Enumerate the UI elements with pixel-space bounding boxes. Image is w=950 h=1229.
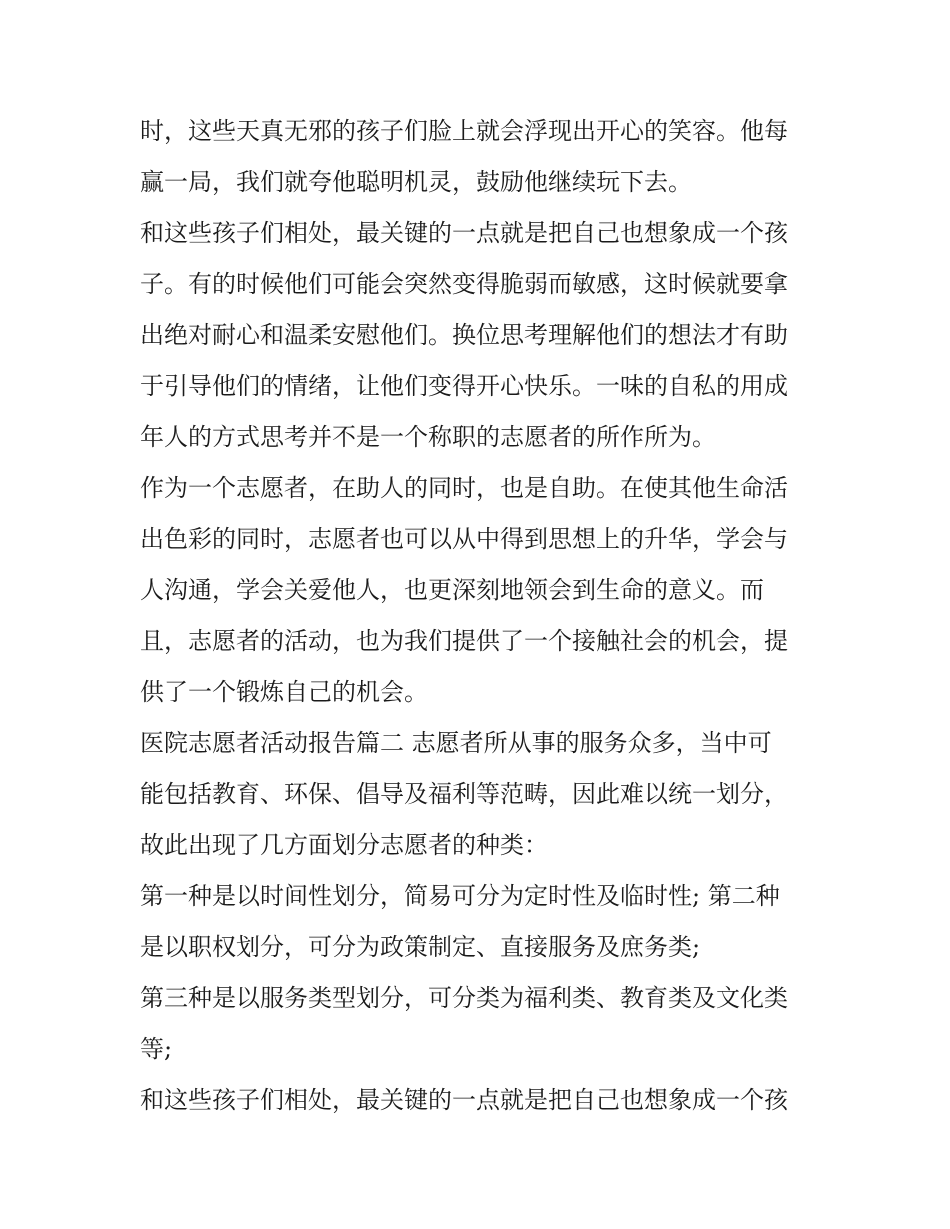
text-line-14: 能包括教育、环保、倡导及福利等范畴，因此难以统一划分，	[140, 780, 788, 808]
document-body	[140, 106, 820, 1126]
text-line-9: 出色彩的同时，志愿者也可以从中得到思想上的升华，学会与	[140, 525, 788, 553]
text-line-16: 第一种是以时间性划分，简易可分为定时性及临时性; 第二种	[140, 882, 780, 910]
text-line-8: 作为一个志愿者，在助人的同时，也是自助。在使其他生命活	[140, 474, 788, 502]
text-line-15: 故此出现了几方面划分志愿者的种类：	[140, 831, 548, 859]
text-line-10: 人沟通，学会关爱他人，也更深刻地领会到生命的意义。而	[140, 576, 764, 604]
text-line-18: 第三种是以服务类型划分，可分类为福利类、教育类及文化类	[140, 984, 788, 1012]
text-line-1: 时，这些天真无邪的孩子们脸上就会浮现出开心的笑容。他每	[140, 117, 788, 145]
text-line-11: 且，志愿者的活动，也为我们提供了一个接触社会的机会，提	[140, 627, 788, 655]
text-line-12: 供了一个锻炼自己的机会。	[140, 678, 428, 706]
text-line-2: 赢一局，我们就夸他聪明机灵，鼓励他继续玩下去。	[140, 168, 692, 196]
text-line-5: 出绝对耐心和温柔安慰他们。换位思考理解他们的想法才有助	[140, 321, 788, 349]
text-line-20: 和这些孩子们相处，最关键的一点就是把自己也想象成一个孩	[140, 1086, 788, 1114]
text-line-3: 和这些孩子们相处，最关键的一点就是把自己也想象成一个孩	[140, 219, 788, 247]
text-line-7: 年人的方式思考并不是一个称职的志愿者的所作所为。	[140, 423, 716, 451]
text-line-13: 医院志愿者活动报告篇二 志愿者所从事的服务众多，当中可	[140, 729, 772, 757]
text-line-6: 于引导他们的情绪，让他们变得开心快乐。一味的自私的用成	[140, 372, 788, 400]
text-line-4: 子。有的时候他们可能会突然变得脆弱而敏感，这时候就要拿	[140, 270, 788, 298]
text-line-17: 是以职权划分，可分为政策制定、直接服务及庶务类;	[140, 933, 701, 961]
text-line-19: 等;	[140, 1035, 173, 1063]
